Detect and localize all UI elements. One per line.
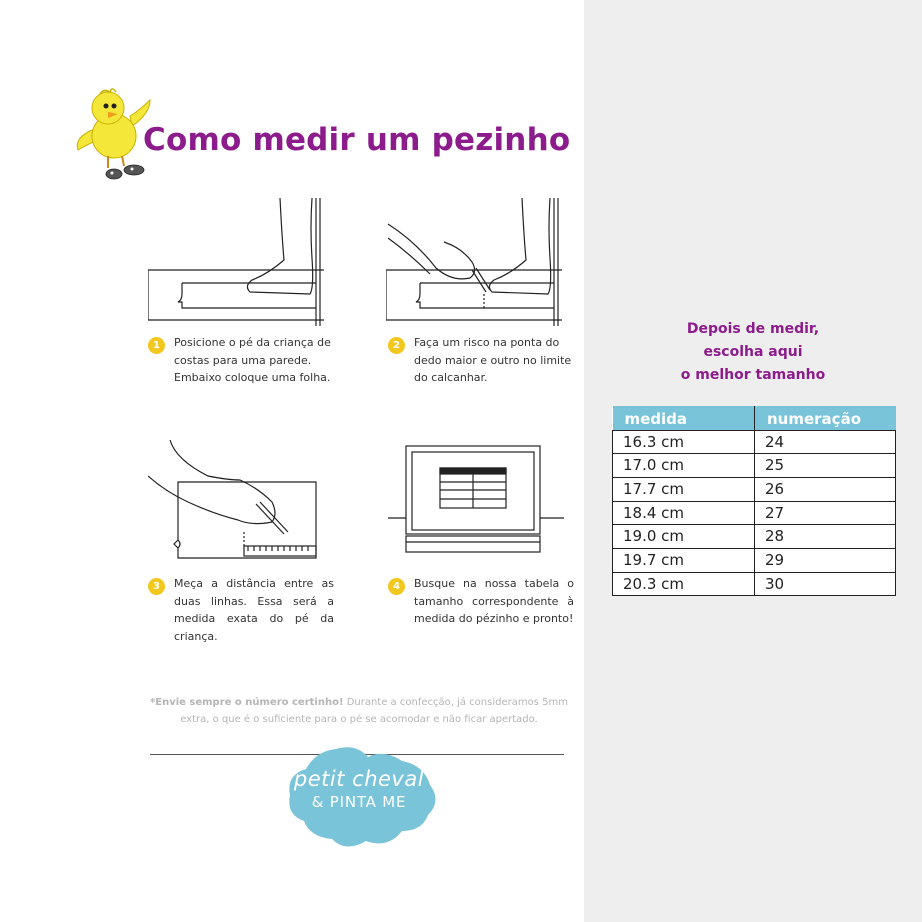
step-3-text: Meça a distância entre as duas linhas. Essa será a medida exata do pé da criança.	[174, 577, 334, 643]
step-2-badge: 2	[388, 337, 405, 354]
table-row	[613, 525, 896, 549]
header-size: numeração	[755, 406, 896, 430]
measure-cell: 16.3 cm	[613, 430, 755, 454]
measure-cell: 18.4 cm	[613, 501, 755, 525]
table-row	[613, 572, 896, 596]
chick-mascot-icon	[74, 86, 154, 186]
laptop-table-icon	[388, 444, 564, 558]
step-4-badge: 4	[388, 578, 405, 595]
step-3-badge: 3	[148, 578, 165, 595]
brand-subname: & PINTA ME	[311, 793, 407, 811]
table-row	[613, 501, 896, 525]
step-1-text: Posicione o pé da criança de costas para uma parede. Embaixo coloque uma folha.	[174, 336, 331, 384]
foot-on-paper-icon	[148, 198, 324, 326]
header-measure: medida	[613, 406, 755, 430]
measure-cell: 20.3 cm	[613, 572, 755, 596]
table-row	[613, 430, 896, 454]
size-cell: 25	[755, 454, 896, 478]
size-guide-title-line-2: escolha aqui	[703, 344, 803, 360]
size-guide-title	[620, 318, 886, 387]
measure-cell: 19.0 cm	[613, 525, 755, 549]
size-cell: 24	[755, 430, 896, 454]
measure-cell: 17.7 cm	[613, 477, 755, 501]
size-guide-title-line-3: o melhor tamanho	[680, 367, 826, 383]
step-2-text: Faça um risco na ponta do dedo maior e outro no limite do calcanhar.	[414, 336, 572, 384]
step-4-text: Busque na nossa tabela o tamanho correspondente à medida do pézinho e pronto!	[414, 577, 574, 625]
marking-foot-icon	[386, 198, 562, 326]
page-title: Como medir um pezinho	[143, 122, 571, 158]
table-row	[613, 548, 896, 572]
size-table	[612, 406, 896, 596]
size-cell: 28	[755, 525, 896, 549]
step-1-badge: 1	[148, 337, 165, 354]
table-row	[613, 454, 896, 478]
brand-logo	[284, 745, 442, 855]
measure-cell: 17.0 cm	[613, 454, 755, 478]
brand-name: petit cheval	[293, 767, 425, 791]
size-cell: 30	[755, 572, 896, 596]
footnote-text: Durante a confecção, já consideramos 5mm extra, o que é o suficiente para o pé se acomodar e não ficar apertado.	[180, 697, 568, 725]
measuring-ruler-icon	[148, 440, 324, 564]
size-table-header	[613, 406, 896, 430]
footnote	[134, 694, 584, 728]
size-guide-title-line-1: Depois de medir,	[686, 321, 820, 337]
size-cell: 27	[755, 501, 896, 525]
footnote-bold: *Envie sempre o número certinho!	[150, 697, 344, 708]
size-cell: 26	[755, 477, 896, 501]
measure-cell: 19.7 cm	[613, 548, 755, 572]
size-cell: 29	[755, 548, 896, 572]
table-row	[613, 477, 896, 501]
